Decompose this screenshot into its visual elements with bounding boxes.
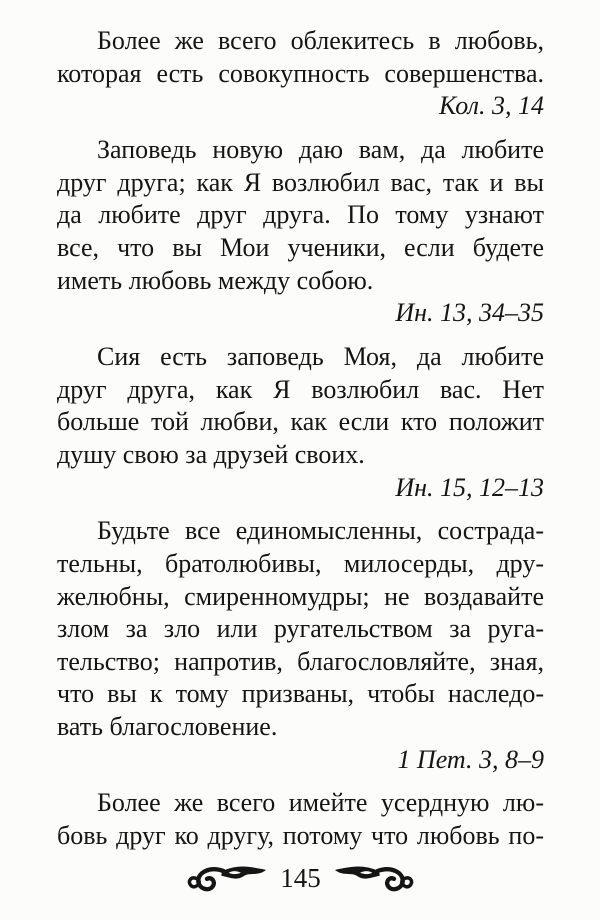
quote-line: злом за зло или ругательством за руга- [57,614,544,644]
quote-line: бовь друг ко другу, потому что любовь по- [57,821,544,851]
quote-line: больше той любви, как если кто положит [57,407,544,437]
quote-line: что вы к тому призваны, чтобы наследо- [57,679,544,709]
quote-line: да любите друг друга. По тому узнают [57,200,544,230]
quotes-area [57,25,544,853]
quote-line: тельны, братолюбивы, милосерды, дру- [57,548,544,578]
quote-block [57,341,544,504]
quote-line: Заповедь новую даю вам, да любите [97,134,544,164]
quote-line: Будьте все единомысленны, сострада- [97,516,544,546]
citation: Ин. 15, 12–13 [395,472,544,502]
quote-line: тельство; напротив, благословляйте, зная, [57,646,544,676]
quote-line: которая есть совокупность совершенства. [57,58,544,88]
flourish-right-icon [334,858,414,898]
quote-block [57,787,544,852]
citation: Кол. 3, 14 [439,91,544,121]
quote-block [57,25,544,123]
citation: Ин. 13, 34–35 [395,298,544,328]
page-footer [57,858,544,898]
quote-block [57,515,544,776]
page-number: 145 [280,862,321,893]
quote-line: Более же всего облекитесь в любовь, [97,26,544,55]
quote-line: Сия есть заповедь Моя, да любите [97,341,544,371]
quote-line: иметь любовь между собою. [57,265,374,295]
quote-line: все, что вы Мои ученики, если будете [57,232,544,262]
flourish-left-icon [187,858,267,898]
quote-line: друг друга; как Я возлюбил вас, так и вы [57,167,544,197]
quote-block [57,134,544,330]
quote-line: Более же всего имейте усердную лю- [97,788,544,818]
quote-line: желюбны, смиренномудры; не воздавайте [57,581,544,611]
citation: 1 Пет. 3, 8–9 [397,744,544,774]
quote-line: душу свою за друзей своих. [57,439,365,469]
quote-line: вать благословение. [57,712,278,742]
quote-line: друг друга, как Я возлюбил вас. Нет [57,374,544,404]
